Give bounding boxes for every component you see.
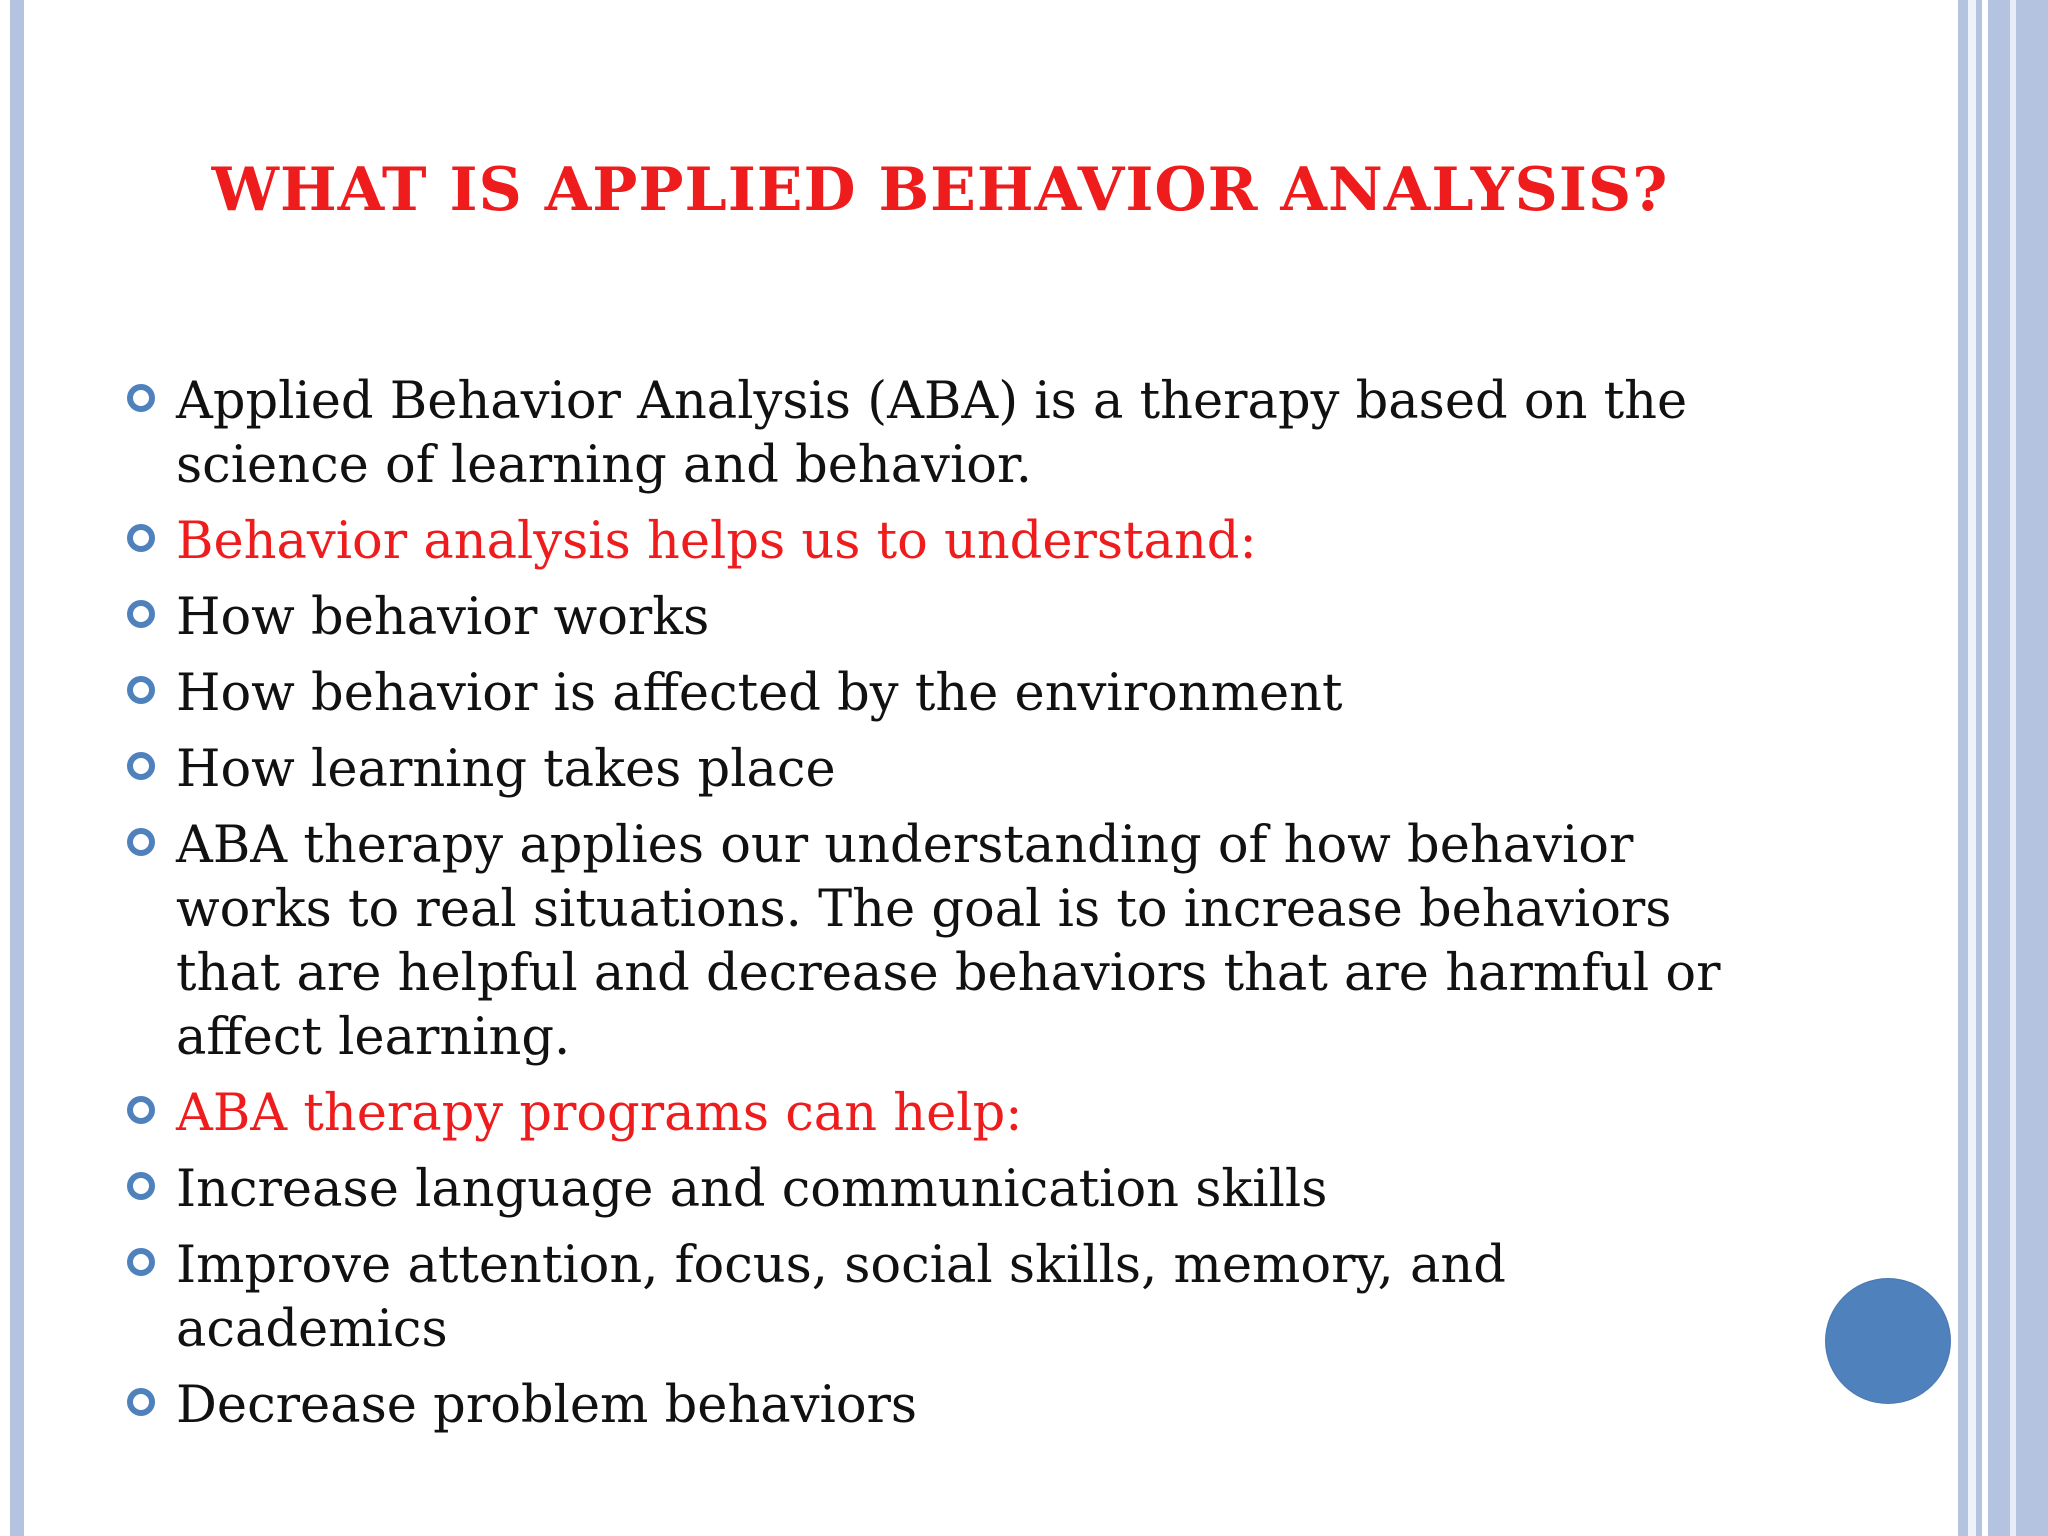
right-border-stripe: [1958, 0, 1968, 1536]
bullet-text: Behavior analysis helps us to understand:: [176, 512, 1257, 571]
bullet-list: [0, 370, 1940, 1450]
bullet-text: Applied Behavior Analysis (ABA) is a therapy based on the science of learning and behavior.: [176, 372, 1688, 495]
bullet-item-9: [0, 1234, 1940, 1362]
slide-title: WHAT IS APPLIED BEHAVIOR ANALYSIS?: [211, 155, 1669, 225]
bullet-item-5: [0, 738, 1940, 802]
bullet-text: Increase language and communication skills: [176, 1160, 1328, 1219]
bullet-text: How behavior is affected by the environment: [176, 664, 1343, 723]
right-border-stripe: [2016, 0, 2048, 1536]
bullet-text: How behavior works: [176, 588, 710, 647]
circle-bullet-icon: [127, 1248, 155, 1276]
bullet-text: Improve attention, focus, social skills, memory, and academics: [176, 1236, 1506, 1359]
bullet-text: ABA therapy programs can help:: [176, 1084, 1023, 1143]
bullet-text: Decrease problem behaviors: [176, 1376, 918, 1435]
circle-bullet-icon: [127, 1172, 155, 1200]
bullet-item-10: [0, 1374, 1940, 1438]
bullet-item-4: [0, 662, 1940, 726]
right-border-stripe: [1988, 0, 2010, 1536]
bullet-text: How learning takes place: [176, 740, 836, 799]
bullet-text: ABA therapy applies our understanding of how behavior works to real situations. The goal is to increase behaviors that are helpful and decrease behaviors that are harmful or affect learning.: [176, 816, 1721, 1067]
circle-bullet-icon: [127, 676, 155, 704]
circle-bullet-icon: [127, 524, 155, 552]
circle-bullet-icon: [127, 752, 155, 780]
circle-bullet-icon: [127, 1388, 155, 1416]
bullet-item-1: [0, 370, 1940, 498]
bullet-item-2: [0, 510, 1940, 574]
bullet-item-3: [0, 586, 1940, 650]
bullet-item-7: [0, 1082, 1940, 1146]
bullet-item-6: [0, 814, 1940, 1070]
circle-bullet-icon: [127, 1096, 155, 1124]
circle-bullet-icon: [127, 384, 155, 412]
circle-bullet-icon: [127, 600, 155, 628]
right-border-stripe: [1968, 0, 1976, 1536]
circle-bullet-icon: [127, 828, 155, 856]
bullet-item-8: [0, 1158, 1940, 1222]
